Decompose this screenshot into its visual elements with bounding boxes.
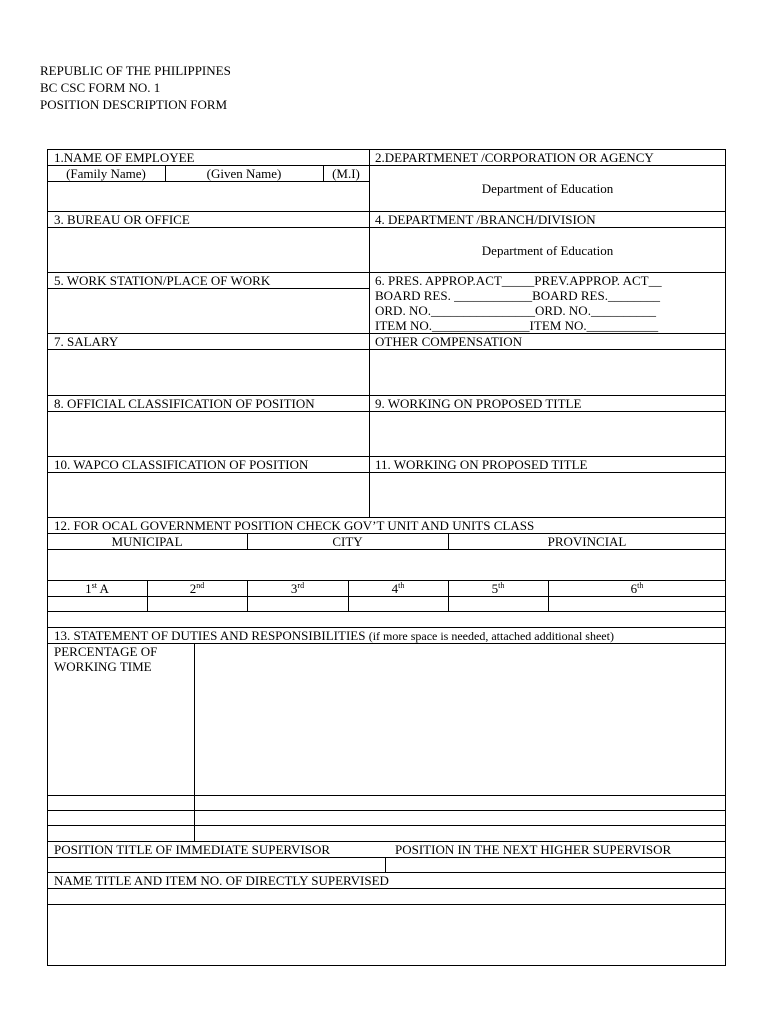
row-line bbox=[47, 795, 726, 796]
row-line bbox=[47, 549, 726, 550]
column-line bbox=[369, 149, 370, 517]
row-line bbox=[47, 857, 726, 858]
column-line bbox=[385, 857, 386, 872]
row-line bbox=[47, 349, 726, 350]
class-1st: 1st A bbox=[85, 581, 109, 596]
field-9-label: 9. WORKING ON PROPOSED TITLE bbox=[375, 396, 582, 411]
field-6-line-2: BOARD RES. ____________BOARD RES.________ bbox=[375, 288, 660, 303]
class-6th: 6th bbox=[630, 581, 644, 596]
row-line bbox=[47, 904, 726, 905]
field-8-label: 8. OFFICIAL CLASSIFICATION OF POSITION bbox=[54, 396, 315, 411]
directly-supervised-label: NAME TITLE AND ITEM NO. OF DIRECTLY SUPERVISED bbox=[54, 873, 389, 888]
field-12-label: 12. FOR OCAL GOVERNMENT POSITION CHECK GOV’T UNIT AND UNITS CLASS bbox=[54, 518, 535, 533]
field-7-label: 7. SALARY bbox=[54, 334, 119, 349]
field-5-label: 5. WORK STATION/PLACE OF WORK bbox=[54, 273, 271, 288]
field-11-label: 11. WORKING ON PROPOSED TITLE bbox=[375, 457, 588, 472]
field-6-line-3: ORD. NO.________________ORD. NO.__________ bbox=[375, 303, 656, 318]
field-2-label: 2.DEPARTMENET /CORPORATION OR AGENCY bbox=[375, 150, 654, 165]
field-1-label: 1.NAME OF EMPLOYEE bbox=[54, 150, 195, 165]
row-line bbox=[47, 288, 369, 289]
field-13-note: (if more space is needed, attached additional sheet) bbox=[368, 629, 614, 643]
percentage-label-line-1: PERCENTAGE OF bbox=[54, 644, 158, 659]
division-value: Department of Education bbox=[481, 243, 614, 258]
middle-initial-label: (M.I) bbox=[332, 166, 360, 181]
row-line bbox=[47, 472, 726, 473]
field-6-line-1: 6. PRES. APPROP.ACT_____PREV.APPROP. ACT__ bbox=[375, 273, 662, 288]
class-4th: 4th bbox=[391, 581, 405, 596]
row-line bbox=[47, 411, 726, 412]
department-value: Department of Education bbox=[481, 181, 614, 196]
column-line bbox=[194, 643, 195, 841]
other-compensation-label: OTHER COMPENSATION bbox=[375, 334, 522, 349]
field-4-label: 4. DEPARTMENT /BRANCH/DIVISION bbox=[375, 212, 596, 227]
class-5th: 5th bbox=[491, 581, 505, 596]
class-2nd: 2nd bbox=[189, 581, 205, 596]
row-line bbox=[47, 611, 726, 612]
field-13-label: 13. STATEMENT OF DUTIES AND RESPONSIBILITIES (if more space is needed, attached additional sheet) bbox=[54, 628, 614, 643]
row-line bbox=[47, 888, 726, 889]
row-line bbox=[47, 810, 726, 811]
field-6-line-4: ITEM NO._______________ITEM NO.___________ bbox=[375, 318, 659, 333]
field-10-label: 10. WAPCO CLASSIFICATION OF POSITION bbox=[54, 457, 309, 472]
unit-municipal: MUNICIPAL bbox=[111, 534, 183, 549]
next-higher-supervisor-label: POSITION IN THE NEXT HIGHER SUPERVISOR bbox=[395, 842, 672, 857]
unit-provincial: PROVINCIAL bbox=[547, 534, 627, 549]
given-name-label: (Given Name) bbox=[206, 166, 282, 181]
family-name-label: (Family Name) bbox=[66, 166, 146, 181]
row-line bbox=[47, 596, 726, 597]
row-line bbox=[47, 227, 726, 228]
row-line bbox=[47, 825, 726, 826]
row-line bbox=[47, 181, 369, 182]
unit-city: CITY bbox=[332, 534, 363, 549]
field-3-label: 3. BUREAU OR OFFICE bbox=[54, 212, 190, 227]
immediate-supervisor-label: POSITION TITLE OF IMMEDIATE SUPERVISOR bbox=[54, 842, 331, 857]
header-republic: REPUBLIC OF THE PHILIPPINES bbox=[40, 63, 231, 78]
class-3rd: 3rd bbox=[290, 581, 305, 596]
header-form-number: BC CSC FORM NO. 1 bbox=[40, 80, 161, 95]
percentage-label-line-2: WORKING TIME bbox=[54, 659, 152, 674]
header-form-title: POSITION DESCRIPTION FORM bbox=[40, 97, 228, 112]
